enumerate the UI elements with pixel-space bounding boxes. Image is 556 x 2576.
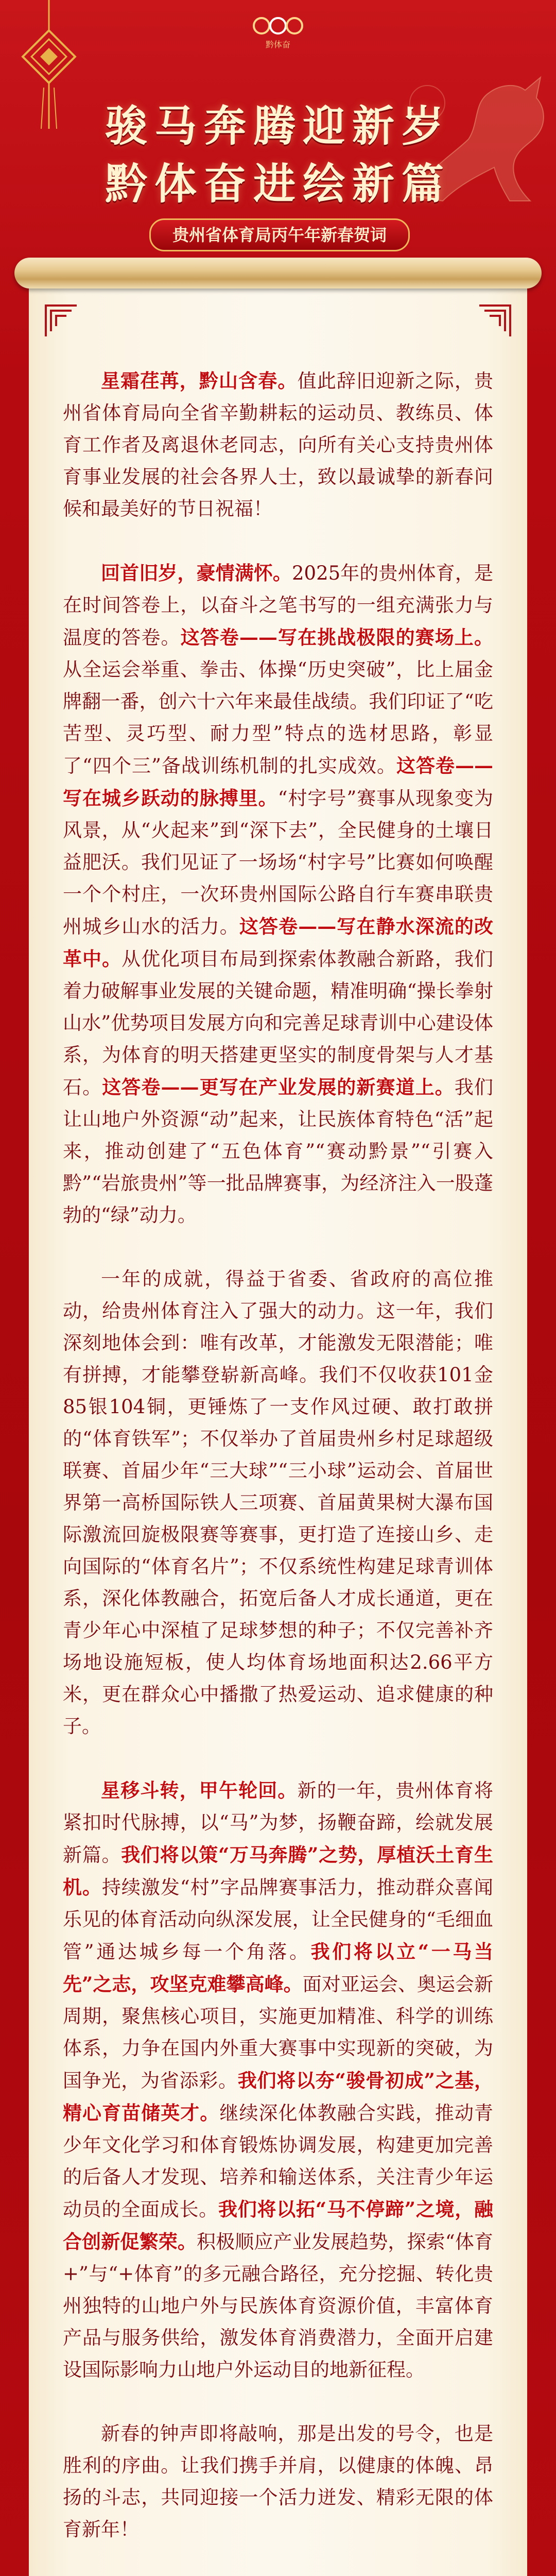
body-text: 新的一年，贵州体育将紧扣时代脉搏，以“马”为梦，扬鞭奋蹄，绘就发展新篇。 — [63, 1780, 494, 1866]
highlight-text: 星霜荏苒，黔山含春。 — [101, 369, 298, 392]
body-text: 持续激发“村”字品牌赛事活力，推动群众喜闻乐见的体育活动向纵深发展，让全民健身的“毛细血管”通达城乡每一个角落。 — [63, 1876, 494, 1963]
paragraph — [63, 557, 493, 1231]
highlight-text: 我们将以夯“骏骨初成”之基，精心育苗储英才。 — [63, 2069, 493, 2124]
highlight-text: 我们将以拓“马不停蹄”之境，融合创新促繁荣。 — [63, 2198, 493, 2253]
highlight-text: 回首旧岁，豪情满怀。 — [101, 562, 292, 584]
highlight-text: 我们将以策“万马奔腾”之势，厚植沃土育生机。 — [63, 1843, 493, 1899]
paragraph — [63, 1263, 493, 1742]
highlight-text: 这答卷——写在静水深流的改革中。 — [63, 915, 494, 970]
highlight-text: 这答卷——写在城乡跃动的脉搏里。 — [63, 754, 493, 809]
logo-text: 黔体奋 — [265, 40, 290, 49]
paragraph — [63, 1774, 493, 2386]
body-text: 值此辞旧迎新之际，贵州省体育局向全省辛勤耕耘的运动员、教练员、体育工作者及离退休老同志，向所有关心支持贵州体育事业发展的社会各界人士，致以最诚挚的新春问候和最美好的节日祝福！ — [63, 370, 494, 520]
olympic-rings-icon — [246, 14, 310, 40]
body-text: 从优化项目布局到探索体教融合新路，我们着力破解事业发展的关键命题，精准明确“操长拳射山水”优势项目发展方向和完善足球青训中心建设体系，为体育的明天搭建更坚实的制度骨架与人才基石。 — [63, 948, 494, 1098]
body-text: 积极顺应产业发展趋势，探索“体育+”与“+体育”的多元融合路径，充分挖掘、转化贵州独特的山地户外与民族体育资源价值，丰富体育产品与服务供给，激发体育消费潜力，全面开启建设国际影响力山地户外运动目的地新征程。 — [63, 2231, 493, 2381]
body-text: 从全运会举重、拳击、体操“历史突破”，比上届金牌翻一番，创六十六年来最佳战绩。我们印证了“吃苦型、灵巧型、耐力型”特点的选材思路，彰显了“四个三”备战训练机制的扎实成效。 — [63, 658, 493, 777]
title-line-1: 骏马奔腾迎新岁 — [105, 101, 451, 151]
sport-logo — [246, 14, 310, 52]
body-text: 我们让山地户外资源“动”起来，让民族体育特色“活”起来，推动创建了“五色体育”“赛动黔景”“引赛入黔”“岩旅贵州”等一批品牌赛事，为经济注入一股蓬勃的“绿”动力。 — [63, 1076, 494, 1226]
corner-ornament-icon — [477, 303, 513, 339]
body-text: 一年的成就，得益于省委、省政府的高位推动，给贵州体育注入了强大的动力。这一年，我们深刻地体会到：唯有改革，才能激发无限潜能；唯有拼搏，才能攀登崭新高峰。我们不仅收获101金85银104铜，更锤炼了一支作风过硬、敢打敢拼的“体育铁军”；不仅举办了首届贵州乡村足球超级联赛、首届少年“三大球”“三小球”运动会、首届世界第一高桥国际铁人三项赛、首届黄果树大瀑布国际激流回旋极限赛等赛事，更打造了连接山乡、走向国际的“体育名片”；不仅系统性构建足球青训体系，深化体教融合，拓宽后备人才成长通道，更在青少年心中深植了足球梦想的种子；不仅完善补齐场地设施短板，使人均体育场地面积达2.66平方米，更在群众心中播撒了热爱运动、追求健康的种子。 — [63, 1268, 493, 1737]
scroll-paper — [14, 258, 542, 2576]
body-text: 继续深化体教融合实践，推动青少年文化学习和体育锻炼协调发展，构建更加完善的后备人才发现、培养和输送体系，关注青少年运动员的全面成长。 — [63, 2102, 494, 2221]
paragraph — [63, 365, 493, 525]
greeting-body — [63, 365, 493, 2576]
title-line-2: 黔体奋进绘新篇 — [105, 159, 451, 209]
corner-ornament-icon — [43, 303, 79, 339]
subtitle-banner: 贵州省体育局丙午年新春贺词 — [149, 218, 410, 251]
scroll-roller-top — [14, 258, 542, 289]
highlight-text: 这答卷——写在挑战极限的赛场上。 — [180, 626, 494, 649]
highlight-text: 这答卷——更写在产业发展的新赛道上。 — [102, 1076, 455, 1098]
body-text: “村字号”赛事从现象变为风景，从“火起来”到“深下去”，全民健身的土壤日益肥沃。我们见证了一场场“村字号”比赛如何唤醒一个个村庄，一次环贵州国际公路自行车赛串联贵州城乡山水的活力。 — [63, 787, 493, 938]
body-text: 新春的钟声即将敲响，那是出发的号令，也是胜利的序曲。让我们携手并肩，以健康的体魄、昂扬的斗志，共同迎接一个活力迸发、精彩无限的体育新年！ — [63, 2422, 493, 2540]
body-text: 面对亚运会、奥运会新周期，聚焦核心项目，实施更加精准、科学的训练体系，力争在国内外重大赛事中实现新的突破，为国争光，为省添彩。 — [63, 1973, 493, 2092]
body-text: 2025年的贵州体育，是在时间答卷上，以奋斗之笔书写的一组充满张力与温度的答卷。 — [63, 562, 493, 649]
highlight-text: 星移斗转，甲午轮回。 — [101, 1779, 298, 1802]
highlight-text: 我们将以立“一马当先”之志，攻坚克难攀高峰。 — [63, 1940, 493, 1995]
scroll-sheet — [29, 282, 527, 2576]
paragraph — [63, 2418, 493, 2546]
